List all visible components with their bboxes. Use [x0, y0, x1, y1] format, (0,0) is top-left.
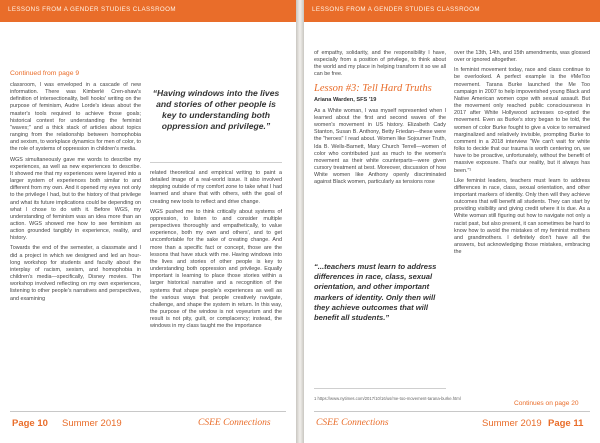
- paragraph: In feminist movement today, race and class continue to be overlooked. A perfect example is the #MeToo movement. Tarana Burke launched the Me Too campaign in 2007 to help impoverished young Black and Native American women cope with sexual assault. But the movement only reached public consciousness in 2017 after White Hollywood actresses co-opted the movement. Even as Burke's story began to be told, the women of color Burke fought to give a voice to remained marginalized and relatively invisible, prompting Burke to comment in a 2018 interview "We can't wait for white folks to decide that our trauma is worth centering on, we have to be proactive, unfortunately, without the benefit of massive exposure. That's our reality, but it always has been."¹: [454, 67, 590, 174]
- running-header-right: LESSONS FROM A GENDER STUDIES CLASSROOM: [312, 6, 480, 13]
- paragraph: of empathy, solidarity, and the responsibility I have, especially from a position of privilege, to think about the world and my place in helping transform it so we all can be free.: [314, 50, 446, 78]
- lesson-author: Ariana Warden, SFS '19: [314, 96, 377, 103]
- header-band-right: [304, 0, 600, 22]
- continues-on-label: Continues on page 20: [514, 400, 579, 407]
- paragraph: As a White woman, I was myself represented when I learned about the first and second waves of the women's movement in US history. Elizabeth Cady Stanton, Susan B. Anthony, Betty Friedan—these were the "heroes" I read about. Women like Sojourner Truth, Ida B. Wells-Barnett, Mary Church Terrell—women of color who contributed just as much to the women's movement as their white counterparts—were given cursory treatment at best. Moreover, discussion of how White women like Anthony openly discriminated against Black women, particularly as tensions rose: [314, 107, 446, 186]
- paragraph: classroom, I was enveloped in a cascade of new information. There was Kimberlé Cren-shaw's definition of intersectionality, bell hooks' writing on the purpose of feminism, Audre Lorde's ideas about the master's tools required to achieve those goals; historical context for understanding the feminist "waves;" and a thick stack of articles about topics ranging from the relationship between homophobia and sexism, to workplace dynamics for men of color, to the role of systems of oppression in children's media.: [10, 82, 141, 153]
- header-band-left: [0, 0, 296, 22]
- pull-quote-left: “Having windows into the lives and stories of other people is key to understanding both oppression and privilege.”: [152, 88, 280, 131]
- paragraph: Towards the end of the semester, a classmate and I did a project in which we designed and led an hour-long workshop for students and faculty about the interplay of racism, sexism, and homophobia in children's media—specifically, Disney movies. The workshop involved reflecting on my own experiences, listening to other people's narratives and perspectives, and examining: [10, 245, 141, 302]
- lesson-title: Lesson #3: Tell Hard Truths: [314, 82, 432, 94]
- paragraph: WGS pushed me to think critically about systems of oppression, to listen to and consider multiple perspectives thoroughly and empathetically, to value experience, both my own and others', and to get uncomfortable for the sake of creating change. And more than a specific fact or concept, those are the lessons that have stuck with me. Having windows into the lives and stories of other people is key to understanding both oppression and privilege. Equally important is learning to place those stories within a larger historical narrative and a recognition of the systems that shape people's experiences as well as the various ways that people creatively navigate, challenge, and shape the system in return. In this way, the purpose of the window is not voyeurism and the result is not pity, guilt, or complacency; instead, the windows in my class taught me the importance: [150, 208, 282, 330]
- left-page-column-2: [150, 170, 282, 408]
- running-header-left: LESSONS FROM A GENDER STUDIES CLASSROOM: [8, 6, 176, 13]
- left-page-column-1: [10, 82, 141, 407]
- publication-name-right: CSEE Connections: [316, 418, 389, 428]
- right-page-column-2: [454, 50, 590, 394]
- continued-from-label: Continued from page 9: [10, 70, 80, 77]
- footer-rule-left: [10, 411, 286, 412]
- right-page: [304, 0, 600, 443]
- paragraph: WGS simultaneously gave me words to describe my experiences, as well as new experiences to describe. It showed me that my experiences were layered into a larger system of experiences both similar to and different from my own. And it opened my eyes not only to the privilege I had, but to the history of that privilege and what its future implications could be depending on what I chose to do with it. Before WGS, my understanding of feminism was an idea more than an action. WGS showed me how to see feminism as action grounded tangibly in experience, reality, and history.: [10, 156, 141, 242]
- footer-rule-right: [314, 411, 590, 412]
- right-page-column-1: [314, 50, 446, 255]
- paragraph: related theoretical and empirical writing to paint a detailed image of a real-world issue. It also involved stepping outside of my comfort zone to take what I had learned and share that with others, with the goal of creating new tools to reflect and drive change.: [150, 170, 282, 205]
- left-page: [0, 0, 296, 443]
- publication-name-left: CSEE Connections: [198, 418, 271, 428]
- pull-quote-divider: [150, 162, 282, 163]
- issue-season-right: Summer 2019: [482, 418, 542, 429]
- page-number-left: Page 10: [12, 418, 48, 429]
- footnote-divider: [314, 388, 446, 389]
- paragraph: over the 13th, 14th, and 15th amendments, was glossed over or ignored altogether.: [454, 50, 590, 64]
- pull-quote-right: “...teachers must learn to address differences in race, class, sexual orientation, and other important markers of identity. Only then will they achieve outcomes that will benefit all students.”: [314, 262, 437, 323]
- issue-season-left: Summer 2019: [62, 418, 122, 429]
- page-number-right: Page 11: [548, 418, 584, 429]
- paragraph: Like feminist leaders, teachers must learn to address differences in race, class, sexual orientation, and other important markers of identity. Only then will they achieve outcomes that will benefit all students. They can start by providing visibility and giving credit where it is due. As a White woman still figuring out how to navigate not only a racist past, but also present, it can sometimes be hard to know how to avoid the mistakes of my feminist mothers and grandmothers. I definitely don't have all the answers, but acknowledging those mistakes, embracing the: [454, 177, 590, 256]
- footnote: 1 https://www.nytimes.com/2017/10/16/us/me-too-movement-tarana-burke.html: [314, 396, 461, 401]
- spread-gutter: [296, 0, 304, 443]
